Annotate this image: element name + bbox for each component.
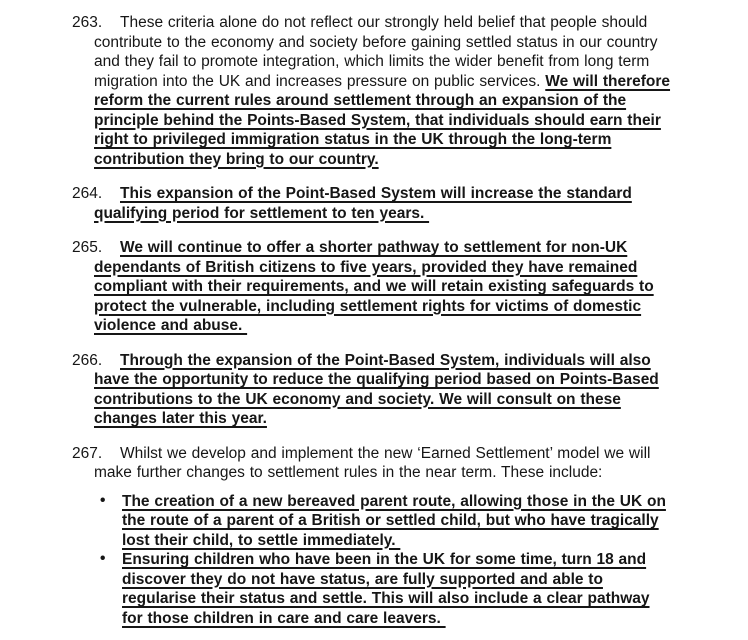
paragraph-text	[94, 184, 674, 223]
numbered-paragraph-267	[72, 444, 674, 483]
paragraph-text	[94, 351, 674, 429]
numbered-paragraph-266	[72, 351, 674, 429]
numbered-paragraph-list	[0, 13, 748, 483]
bullet-text-emphasis: The creation of a new bereaved parent route, allowing those in the UK on the route of a parent of a British or settled child, but who have tragically lost their child, to settle immediately.	[122, 492, 666, 549]
numbered-paragraph-263	[72, 13, 674, 169]
paragraph-number: 265.	[72, 239, 103, 256]
numbered-paragraph-265	[72, 238, 674, 336]
bullet-marker: •	[100, 550, 106, 567]
paragraph-text-emphasis: We will therefore reform the current rules around settlement through an expansion of the principle behind the Points-Based System, that individuals should earn their right to privileged immigration status in the UK through the long-term contribution they bring to our country.	[94, 72, 671, 168]
paragraph-text-emphasis: Through the expansion of the Point-Based System, individuals will also have the opportunity to reduce the qualifying period based on Points-Based contributions to the UK economy and society. We will consult on these changes later this year.	[94, 351, 659, 427]
paragraph-number: 267.	[72, 444, 103, 462]
paragraph-text	[94, 13, 674, 169]
paragraph-text-emphasis: We will continue to offer a shorter pathway to settlement for non-UK dependants of British citizens to five years, provided they have remained compliant with their requirements, and we will retain existing safeguards to protect the vulnerable, including settlement rights for victims of domestic violence and abuse.	[94, 239, 654, 334]
paragraph-text	[94, 238, 674, 336]
bullet-item-bereaved-parent-route	[100, 491, 670, 551]
bullet-text-emphasis: Ensuring children who have been in the UK for some time, turn 18 and discover they do not have status, are fully supported and able to regularise their status and settle. This will also include a clear pathway for those children in care and care leavers.	[122, 551, 650, 627]
bullet-marker: •	[100, 491, 106, 509]
paragraph-text-plain: Whilst we develop and implement the new ‘Earned Settlement’ model we will make further changes to settlement rules in the near term. These include:	[94, 444, 651, 481]
bullet-list	[0, 492, 748, 629]
paragraph-number: 264.	[72, 185, 103, 202]
paragraph-text-emphasis: This expansion of the Point-Based System will increase the standard qualifying period for settlement to ten years.	[94, 185, 632, 222]
paragraph-text-plain: These criteria alone do not reflect our strongly held belief that people should contribute to the economy and society before gaining settled status in our country and they fail to promote integration, which limits the wider benefit from long term migration into the UK and increases pressure on public services.	[94, 14, 658, 90]
paragraph-number: 266.	[72, 351, 103, 369]
paragraph-number: 263.	[72, 14, 103, 31]
bullet-text	[122, 492, 670, 551]
bullet-text	[122, 550, 670, 628]
bullet-item-children-turning-18	[100, 550, 670, 628]
numbered-paragraph-264	[72, 184, 674, 223]
paragraph-text	[94, 444, 674, 483]
